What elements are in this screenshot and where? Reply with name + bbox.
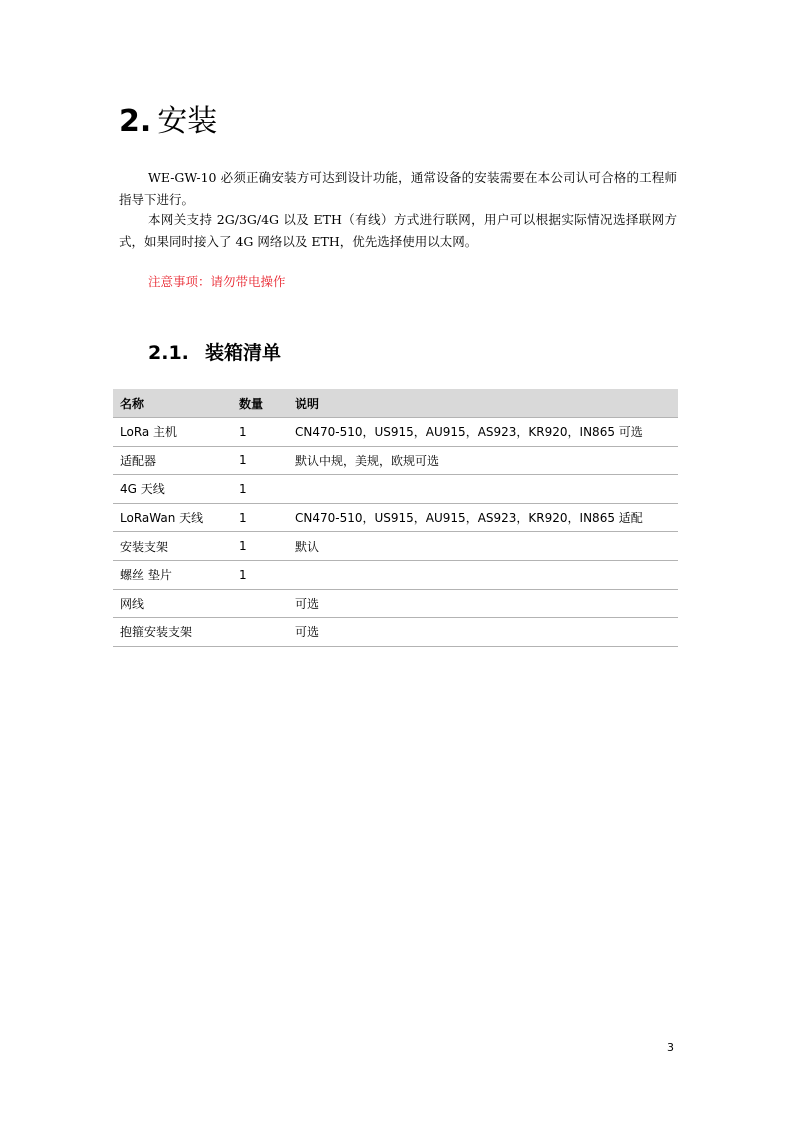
item-name: 网线 [113,589,232,618]
item-description: CN470-510，US915，AU915，AS923，KR920，IN865 可选 [288,418,678,447]
item-name: 4G 天线 [113,475,232,504]
item-description: CN470-510，US915，AU915，AS923，KR920，IN865 适配 [288,503,678,532]
table-row [113,418,678,447]
item-quantity: 1 [232,560,288,589]
table-row [113,475,678,504]
item-quantity: 1 [232,503,288,532]
item-name: 安装支架 [113,532,232,561]
table-row [113,532,678,561]
item-quantity [232,618,288,647]
packing-list-table [113,389,678,647]
column-header-description: 说明 [288,389,678,418]
section-title: 安装 [157,104,218,139]
item-description: 默认中规，美规，欧规可选 [288,446,678,475]
subsection-number: 2.1. [148,342,189,364]
item-name: LoRa 主机 [113,418,232,447]
item-description: 可选 [288,618,678,647]
table-row [113,618,678,647]
item-quantity: 1 [232,475,288,504]
paragraph-network-support: 本网关支持 2G/3G/4G 以及 ETH（有线）方式进行联网，用户可以根据实际情况选择联网方式，如果同时接入了 4G 网络以及 ETH，优先选择使用以太网。 [119,212,677,249]
safety-notice: 注意事项：请勿带电操作 [148,274,286,289]
item-name: 螺丝 垫片 [113,560,232,589]
table-row [113,560,678,589]
table-row [113,589,678,618]
item-description [288,475,678,504]
table-header-row [113,389,678,418]
paragraph-installation-intro: WE-GW-10 必须正确安装方可达到设计功能，通常设备的安装需要在本公司认可合格的工程师指导下进行。 [119,170,677,207]
item-description: 可选 [288,589,678,618]
subsection-heading [148,338,281,368]
section-heading [119,100,217,144]
item-quantity: 1 [232,532,288,561]
item-quantity [232,589,288,618]
table-row [113,503,678,532]
item-quantity: 1 [232,446,288,475]
column-header-quantity: 数量 [232,389,288,418]
section-number: 2. [119,104,152,139]
page-number: 3 [667,1041,674,1054]
item-description [288,560,678,589]
column-header-name: 名称 [113,389,232,418]
subsection-title: 装箱清单 [205,342,282,364]
item-quantity: 1 [232,418,288,447]
item-description: 默认 [288,532,678,561]
table-row [113,446,678,475]
item-name: 适配器 [113,446,232,475]
item-name: LoRaWan 天线 [113,503,232,532]
item-name: 抱箍安装支架 [113,618,232,647]
